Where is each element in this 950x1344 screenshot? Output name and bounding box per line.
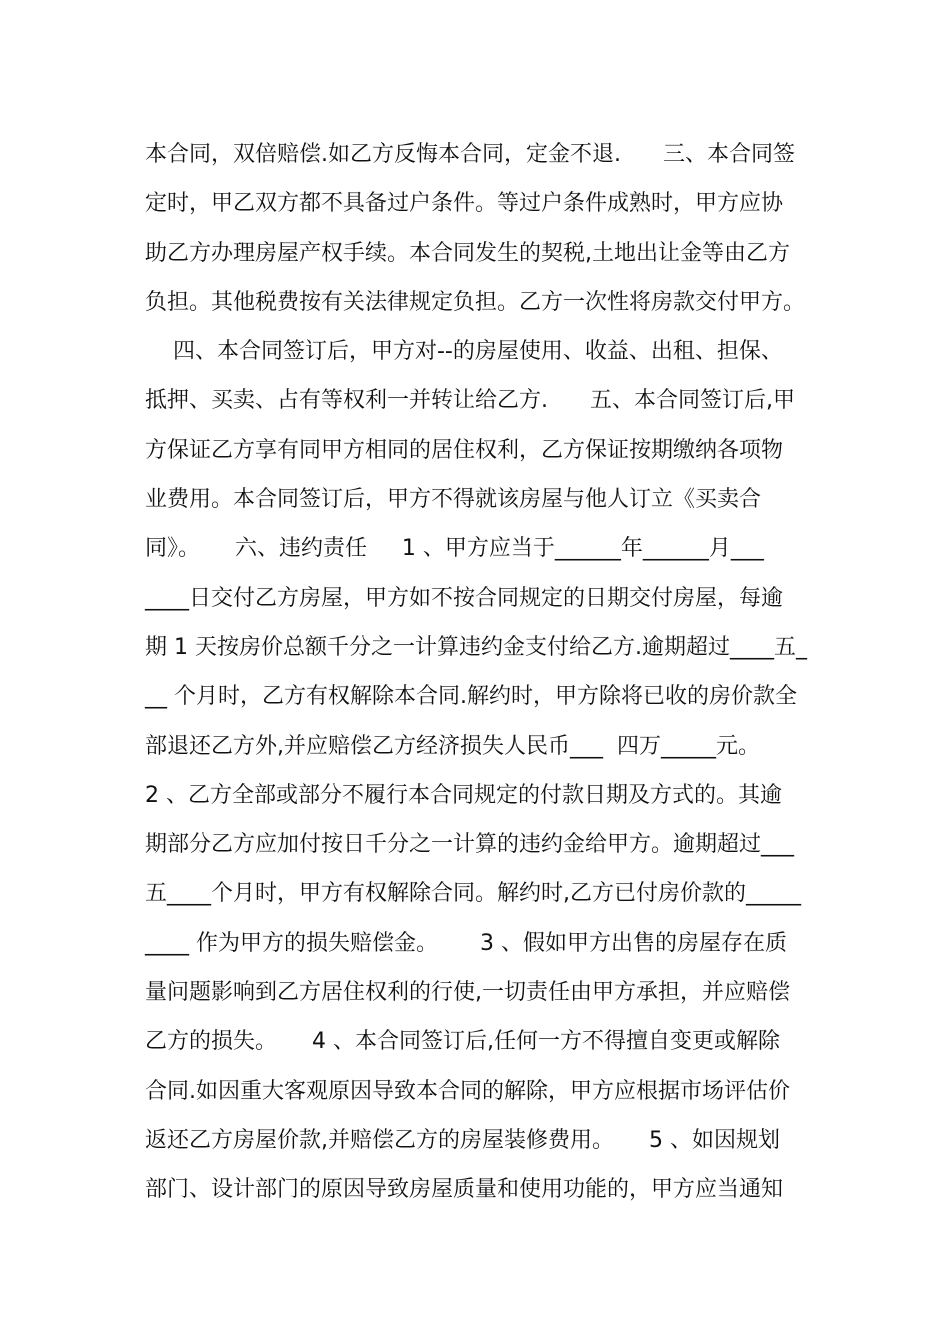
text-line: 期部分乙方应加付按日千分之一计算的违约金给甲方。逾期超过___	[145, 832, 795, 858]
text-line: 乙方的损失。 4 、本合同签订后,任何一方不得擅自变更或解除	[145, 1029, 780, 1055]
text-line: 四、本合同签订后，甲方对--的房屋使用、收益、出租、担保、	[145, 339, 783, 365]
text-line: 部门、设计部门的原因导致房屋质量和使用功能的，甲方应当通知	[145, 1177, 784, 1203]
text-line: 量问题影响到乙方居住权利的行使,一切责任由甲方承担，并应赔偿	[145, 980, 790, 1006]
text-line: 抵押、买卖、占有等权利一并转让给乙方. 五、本合同签订后,甲	[145, 388, 795, 414]
text-line: ____日交付乙方房屋，甲方如不按合同规定的日期交付房屋，每逾	[145, 585, 784, 611]
text-line: 部退还乙方外,并应赔偿乙方经济损失人民币___ 四万_____元。	[145, 733, 760, 759]
contract-body-text	[145, 130, 815, 1215]
text-line: 合同.如因重大客观原因导致本合同的解除，甲方应根据市场评估价	[145, 1078, 790, 1104]
text-line: 负担。其他税费按有关法律规定负担。乙方一次性将房款交付甲方。	[145, 289, 806, 315]
text-line: 同》。 六、违约责任 1 、甲方应当于______年______月___	[145, 536, 764, 562]
text-line: 定时，甲乙双方都不具备过户条件。等过户条件成熟时，甲方应协	[145, 191, 784, 217]
text-line: 期 1 天按房价总额千分之一计算违约金支付给乙方.逾期超过____五_	[145, 634, 807, 660]
text-line: 本合同，双倍赔偿.如乙方反悔本合同，定金不退. 三、本合同签	[145, 142, 795, 167]
text-line: __ 个月时，乙方有权解除本合同.解约时，甲方除将已收的房价款全	[145, 684, 797, 710]
text-line: 2 、乙方全部或部分不履行本合同规定的付款日期及方式的。其逾	[145, 782, 782, 808]
text-line: 返还乙方房屋价款,并赔偿乙方的房屋装修费用。 5 、如因规划	[145, 1127, 780, 1153]
text-line: 五____个月时，甲方有权解除合同。解约时,乙方已付房价款的_____	[145, 881, 801, 907]
text-line: ____ 作为甲方的损失赔偿金。 3 、假如甲方出售的房屋存在质	[145, 930, 787, 956]
text-line: 业费用。本合同签订后，甲方不得就该房屋与他人订立《买卖合	[145, 487, 762, 513]
text-line: 助乙方办理房屋产权手续。本合同发生的契税,土地出让金等由乙方	[145, 240, 790, 266]
text-line: 方保证乙方享有同甲方相同的居住权利，乙方保证按期缴纳各项物	[145, 437, 784, 463]
